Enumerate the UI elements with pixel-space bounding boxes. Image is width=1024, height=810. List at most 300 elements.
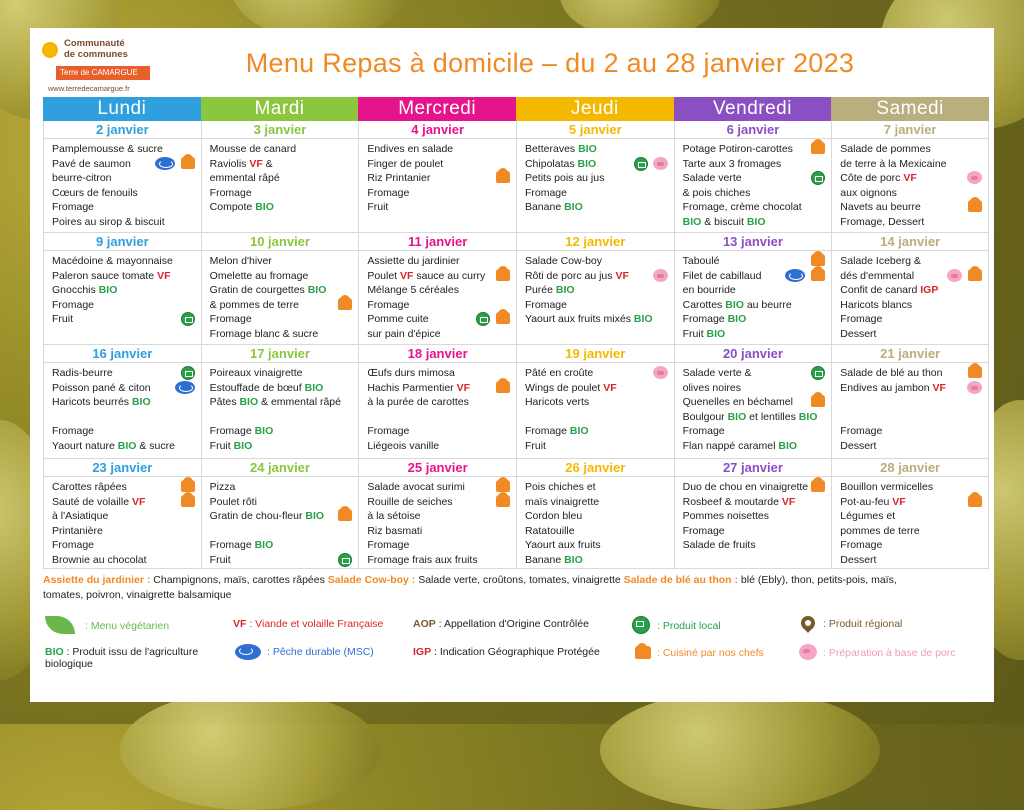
chef-icon bbox=[811, 269, 825, 281]
item-text: Riz basmati bbox=[367, 524, 423, 537]
menu-item bbox=[683, 524, 826, 539]
menu-item bbox=[525, 395, 668, 410]
item-text: et lentilles bbox=[746, 410, 799, 423]
bio-tag: BIO bbox=[131, 396, 151, 409]
day-header-jeudi: Jeudi bbox=[516, 97, 674, 121]
item-text: Salade de pommes bbox=[840, 143, 931, 155]
day-date: 3 janvier bbox=[202, 121, 359, 139]
chef-icon bbox=[338, 298, 352, 310]
bio-tag: BIO bbox=[569, 425, 589, 438]
item-text: Wings de poulet bbox=[524, 381, 604, 394]
menu-item bbox=[367, 269, 510, 284]
menu-item bbox=[367, 366, 510, 381]
menu-item bbox=[52, 439, 195, 454]
menu-items bbox=[202, 363, 359, 454]
menu-item bbox=[683, 410, 826, 425]
menu-items bbox=[359, 251, 516, 342]
item-text: Rôti de porc au jus bbox=[524, 269, 616, 282]
menu-item bbox=[840, 439, 982, 454]
menu-item bbox=[367, 157, 510, 172]
menu-item bbox=[683, 381, 826, 396]
item-text: Dessert bbox=[840, 553, 877, 566]
menu-items bbox=[517, 363, 674, 454]
msc-icon bbox=[175, 381, 195, 394]
recipe-text: Salade verte, croûtons, tomates, vinaigrette bbox=[415, 574, 624, 586]
item-text: maïs vinaigrette bbox=[524, 495, 600, 508]
menu-item bbox=[52, 298, 195, 313]
item-text: Haricots beurrés bbox=[52, 396, 132, 409]
day-date: 5 janvier bbox=[517, 121, 674, 139]
item-text: Pavé de saumon bbox=[52, 157, 131, 170]
menu-item bbox=[840, 495, 982, 510]
menu-item bbox=[52, 480, 195, 495]
legend-vegetarien: : Menu végétarien bbox=[85, 620, 170, 632]
item-text: Flan nappé caramel bbox=[682, 439, 779, 452]
chef-icon bbox=[635, 646, 651, 659]
local-icon bbox=[634, 157, 648, 171]
day-date: 14 janvier bbox=[832, 233, 988, 251]
menu-sheet bbox=[30, 28, 994, 702]
menu-item bbox=[683, 480, 826, 495]
menu-items bbox=[202, 477, 359, 568]
menu-items bbox=[202, 139, 359, 215]
vf-tag: VF bbox=[233, 618, 247, 630]
menu-item bbox=[683, 395, 826, 410]
menu-item bbox=[367, 327, 510, 342]
leaf-icon bbox=[45, 616, 75, 634]
day-date: 26 janvier bbox=[517, 459, 674, 477]
menu-item bbox=[840, 171, 982, 186]
menu-item bbox=[210, 424, 353, 439]
item-text: Poires au sirop & biscuit bbox=[52, 215, 165, 228]
igp-tag: IGP bbox=[413, 646, 432, 658]
menu-item bbox=[367, 439, 510, 454]
vf-tag: VF bbox=[456, 381, 471, 394]
day-cell bbox=[358, 459, 516, 569]
menu-item bbox=[683, 366, 826, 381]
vf-tag: VF bbox=[615, 269, 629, 282]
item-text: Macédoine & mayonnaise bbox=[52, 255, 173, 267]
item-text: dés d'emmental bbox=[840, 269, 915, 282]
bio-tag: BIO bbox=[304, 381, 324, 394]
day-date: 17 janvier bbox=[202, 345, 359, 363]
menu-item bbox=[840, 553, 982, 568]
item-text: Fromage bbox=[52, 539, 95, 552]
item-text: Quenelles en béchamel bbox=[682, 396, 793, 409]
item-text: Salade verte bbox=[682, 172, 742, 185]
menu-item bbox=[367, 298, 510, 313]
menu-item bbox=[683, 509, 826, 524]
day-header-mercredi: Mercredi bbox=[358, 97, 516, 121]
item-text: Melon d'hiver bbox=[209, 255, 272, 267]
item-text: Fromage bbox=[52, 298, 95, 311]
item-text: Potage Potiron-carottes bbox=[682, 143, 793, 155]
bio-tag: BIO bbox=[255, 201, 274, 214]
logo-line2: de communes bbox=[64, 49, 128, 60]
day-cell bbox=[831, 121, 989, 233]
menu-items bbox=[675, 363, 832, 454]
day-date: 16 janvier bbox=[44, 345, 201, 363]
item-text: Gratin de chou-fleur bbox=[209, 510, 306, 523]
legend-aop bbox=[413, 618, 589, 630]
day-cell bbox=[831, 459, 989, 569]
item-text: Liégeois vanille bbox=[367, 439, 440, 452]
item-text: Fromage bbox=[682, 425, 725, 438]
day-date: 27 janvier bbox=[675, 459, 832, 477]
item-text: de terre à la Mexicaine bbox=[840, 157, 947, 170]
day-date: 21 janvier bbox=[832, 345, 988, 363]
chef-icon bbox=[811, 254, 825, 266]
menu-item bbox=[52, 538, 195, 553]
bio-tag: BIO bbox=[564, 201, 583, 214]
menu-item bbox=[840, 312, 982, 327]
vf-tag: VF bbox=[892, 495, 906, 508]
item-text: Omelette au fromage bbox=[209, 269, 309, 282]
bio-tag: BIO bbox=[254, 425, 274, 438]
chef-icon bbox=[811, 480, 825, 492]
item-text: Fromage bbox=[840, 425, 883, 438]
chef-icon bbox=[496, 269, 510, 281]
menu-item bbox=[525, 410, 668, 425]
chef-icon bbox=[496, 381, 510, 393]
menu-item bbox=[525, 312, 668, 327]
menu-item bbox=[210, 395, 353, 410]
day-cell bbox=[516, 233, 674, 345]
item-text: Dessert bbox=[840, 327, 877, 340]
menu-item bbox=[840, 157, 982, 172]
local-icon bbox=[632, 616, 650, 634]
menu-item bbox=[210, 142, 353, 157]
day-date: 7 janvier bbox=[832, 121, 988, 139]
vf-tag: VF bbox=[781, 495, 796, 508]
day-cell bbox=[674, 233, 832, 345]
item-text: Pomme cuite bbox=[367, 313, 429, 326]
day-cell bbox=[43, 459, 201, 569]
menu-item bbox=[840, 381, 982, 396]
menu-item bbox=[52, 269, 195, 284]
item-text: Endives au jambon bbox=[840, 381, 933, 394]
item-text: Poisson pané & citon bbox=[52, 381, 151, 394]
menu-item bbox=[683, 157, 826, 172]
menu-item bbox=[683, 283, 826, 298]
bio-tag: BIO bbox=[305, 510, 325, 523]
item-text: Rosbeef & moutarde bbox=[682, 495, 782, 508]
menu-item bbox=[367, 186, 510, 201]
item-text: Fromage bbox=[52, 425, 95, 438]
item-text: Yaourt aux fruits mixés bbox=[524, 313, 634, 326]
day-date: 2 janvier bbox=[44, 121, 201, 139]
pig-icon bbox=[799, 644, 817, 660]
item-text: & biscuit bbox=[701, 215, 747, 228]
menu-item bbox=[525, 283, 668, 298]
recipe-name: Salade de blé au thon : bbox=[623, 574, 739, 586]
bio-tag: BIO bbox=[254, 539, 274, 552]
pig-icon bbox=[947, 269, 962, 282]
menu-item bbox=[840, 327, 982, 342]
menu-item bbox=[840, 509, 982, 524]
menu-item bbox=[367, 410, 510, 425]
item-text: Salade de fruits bbox=[682, 539, 756, 552]
recipes-notes bbox=[43, 573, 989, 603]
menu-item bbox=[210, 283, 353, 298]
menu-item bbox=[683, 312, 826, 327]
menu-items bbox=[517, 477, 674, 568]
day-cell bbox=[43, 233, 201, 345]
menu-item bbox=[525, 424, 668, 439]
menu-item bbox=[52, 186, 195, 201]
day-date: 19 janvier bbox=[517, 345, 674, 363]
day-header-samedi: Samedi bbox=[831, 97, 989, 121]
pin-icon bbox=[798, 613, 818, 633]
menu-item bbox=[840, 186, 982, 201]
menu-item bbox=[683, 538, 826, 553]
day-date: 23 janvier bbox=[44, 459, 201, 477]
pig-icon bbox=[653, 157, 668, 170]
item-text: pommes de terre bbox=[840, 524, 920, 537]
bio-tag: BIO bbox=[239, 396, 259, 409]
item-text: Fromage bbox=[209, 425, 255, 438]
bio-tag: BIO bbox=[117, 439, 137, 452]
item-text: sur pain d'épice bbox=[367, 327, 441, 340]
item-text: Filet de cabillaud bbox=[682, 269, 762, 282]
item-text: Raviolis bbox=[209, 157, 250, 170]
vf-tag: VF bbox=[131, 495, 146, 508]
menu-item bbox=[367, 495, 510, 510]
chef-icon bbox=[496, 171, 510, 183]
menu-item bbox=[52, 142, 195, 157]
chef-icon bbox=[181, 480, 195, 492]
menu-item bbox=[525, 366, 668, 381]
item-text: Poireaux vinaigrette bbox=[209, 367, 303, 379]
menu-item bbox=[367, 395, 510, 410]
item-text: Fromage bbox=[840, 313, 883, 326]
item-text: Paleron sauce tomate bbox=[52, 269, 158, 282]
menu-item bbox=[367, 381, 510, 396]
day-cell bbox=[516, 121, 674, 233]
menu-item bbox=[210, 439, 353, 454]
legend-bio bbox=[45, 646, 198, 670]
item-text: à la purée de carottes bbox=[367, 396, 469, 409]
item-text: Salade Cow-boy bbox=[524, 255, 603, 267]
menu-item bbox=[683, 439, 826, 454]
menu-item bbox=[525, 254, 668, 269]
chef-icon bbox=[968, 495, 982, 507]
item-text: Bouillon vermicelles bbox=[840, 481, 934, 493]
item-text: Banane bbox=[524, 201, 565, 214]
bio-tag: BIO bbox=[725, 298, 744, 311]
menu-item bbox=[683, 215, 826, 230]
menu-item bbox=[210, 495, 353, 510]
menu-item bbox=[525, 381, 668, 396]
menu-item bbox=[210, 186, 353, 201]
igp-tag: IGP bbox=[920, 284, 939, 297]
menu-item bbox=[683, 327, 826, 342]
recipe-text: Champignons, maïs, carottes râpées bbox=[150, 574, 328, 586]
logo-line1: Communauté bbox=[64, 38, 125, 49]
menu-item bbox=[840, 215, 982, 230]
msc-icon bbox=[235, 644, 261, 660]
chef-icon bbox=[181, 157, 195, 169]
day-date: 24 janvier bbox=[202, 459, 359, 477]
bio-tag: BIO bbox=[555, 284, 575, 297]
item-text: aux oignons bbox=[840, 186, 897, 199]
logo bbox=[38, 36, 178, 98]
menu-item bbox=[52, 312, 195, 327]
menu-item bbox=[210, 366, 353, 381]
item-text: Dessert bbox=[840, 439, 877, 452]
item-text: Œufs durs mimosa bbox=[367, 367, 455, 379]
day-date: 28 janvier bbox=[832, 459, 988, 477]
item-text: emmental râpé bbox=[209, 172, 280, 185]
logo-band: Terre de CAMARGUE bbox=[56, 66, 150, 80]
vf-tag: VF bbox=[903, 172, 917, 185]
menu-item bbox=[525, 186, 668, 201]
menu-item bbox=[840, 200, 982, 215]
day-date: 9 janvier bbox=[44, 233, 201, 251]
item-text: Pommes noisettes bbox=[682, 510, 769, 523]
day-cell bbox=[831, 233, 989, 345]
sun-icon bbox=[42, 42, 58, 58]
legend-msc: : Pêche durable (MSC) bbox=[267, 646, 374, 658]
item-text: au beurre bbox=[743, 298, 792, 311]
item-text: Fromage frais aux fruits bbox=[367, 553, 478, 566]
day-cell bbox=[201, 459, 359, 569]
item-text: Gnocchis bbox=[52, 284, 99, 297]
menu-item bbox=[52, 424, 195, 439]
day-date: 25 janvier bbox=[359, 459, 516, 477]
item-text: Riz Printanier bbox=[367, 172, 431, 185]
menu-item bbox=[525, 171, 668, 186]
menu-item bbox=[52, 366, 195, 381]
recipe-text: tomates, poivron, vinaigrette balsamique bbox=[43, 589, 232, 601]
item-text: Fruit bbox=[367, 201, 389, 214]
menu-item bbox=[683, 200, 826, 215]
menu-item bbox=[52, 215, 195, 230]
item-text: Pâté en croûte bbox=[524, 367, 594, 379]
item-text: Sauté de volaille bbox=[52, 495, 132, 508]
item-text: Radis-beurre bbox=[52, 367, 113, 379]
item-text: Fromage bbox=[367, 539, 410, 552]
item-text: Navets au beurre bbox=[840, 201, 921, 214]
bio-tag: BIO bbox=[45, 646, 64, 658]
menu-item bbox=[525, 480, 668, 495]
item-text: Fromage, crème chocolat bbox=[682, 201, 802, 214]
menu-item bbox=[367, 538, 510, 553]
chef-icon bbox=[338, 509, 352, 521]
menu-item bbox=[210, 524, 353, 539]
logo-url[interactable]: www.terredecamargue.fr bbox=[48, 84, 130, 93]
item-text: Fromage bbox=[524, 425, 570, 438]
pig-icon bbox=[653, 269, 668, 282]
item-text: Haricots blancs bbox=[840, 298, 913, 311]
item-text: Carottes bbox=[682, 298, 726, 311]
day-date: 11 janvier bbox=[359, 233, 516, 251]
menu-item bbox=[210, 480, 353, 495]
menu-item bbox=[210, 254, 353, 269]
menu-item bbox=[840, 480, 982, 495]
menu-item bbox=[840, 410, 982, 425]
day-cell bbox=[43, 345, 201, 459]
day-date: 18 janvier bbox=[359, 345, 516, 363]
item-text: Endives en salade bbox=[367, 143, 454, 155]
day-cell bbox=[358, 233, 516, 345]
item-text: Purée bbox=[524, 284, 556, 297]
item-text: Pizza bbox=[209, 481, 236, 493]
legend-local: : Produit local bbox=[657, 620, 721, 632]
menu-item bbox=[840, 538, 982, 553]
menu-item bbox=[367, 283, 510, 298]
day-date: 4 janvier bbox=[359, 121, 516, 139]
menu-items bbox=[359, 139, 516, 215]
item-text: Fromage bbox=[840, 539, 883, 552]
aop-tag: AOP bbox=[413, 618, 436, 630]
day-cell bbox=[43, 121, 201, 233]
item-text: Estouffade de bœuf bbox=[209, 381, 305, 394]
item-text: Côte de porc bbox=[840, 172, 904, 185]
menu-item bbox=[525, 538, 668, 553]
item-text: Cœurs de fenouils bbox=[52, 186, 138, 199]
chef-icon bbox=[496, 480, 510, 492]
menu-items bbox=[832, 477, 988, 568]
bio-tag: BIO bbox=[577, 157, 597, 170]
bio-tag: BIO bbox=[727, 313, 747, 326]
menu-item bbox=[210, 171, 353, 186]
menu-items bbox=[832, 251, 988, 342]
day-cell bbox=[674, 345, 832, 459]
chef-icon bbox=[181, 495, 195, 507]
day-cell bbox=[516, 345, 674, 459]
item-text: Fromage bbox=[682, 524, 725, 537]
item-text: Haricots verts bbox=[524, 396, 590, 409]
item-text: Banane bbox=[524, 553, 565, 566]
item-text: à la sétoise bbox=[367, 510, 421, 523]
menu-item bbox=[210, 312, 353, 327]
menu-items bbox=[44, 363, 201, 454]
item-text: Pâtes bbox=[209, 396, 240, 409]
item-text: Betteraves bbox=[524, 143, 579, 155]
day-header-mardi: Mardi bbox=[201, 97, 359, 121]
item-text: Gratin de courgettes bbox=[209, 284, 308, 297]
item-text: en bourride bbox=[682, 284, 736, 297]
item-text: Salade avocat surimi bbox=[367, 481, 465, 493]
menu-items bbox=[832, 139, 988, 230]
menu-item bbox=[525, 524, 668, 539]
item-text: sauce au curry bbox=[413, 269, 486, 282]
day-date: 10 janvier bbox=[202, 233, 359, 251]
menu-item bbox=[683, 171, 826, 186]
menu-items bbox=[675, 251, 832, 342]
menu-item bbox=[840, 395, 982, 410]
menu-item bbox=[52, 395, 195, 410]
menu-item bbox=[840, 524, 982, 539]
bio-tag: BIO bbox=[746, 215, 766, 228]
item-text: à l'Asiatique bbox=[52, 510, 109, 523]
menu-items bbox=[44, 251, 201, 327]
menu-item bbox=[210, 410, 353, 425]
vf-tag: VF bbox=[932, 381, 946, 394]
bio-text2: biologique bbox=[45, 658, 93, 670]
menu-item bbox=[210, 553, 353, 568]
aop-text: : Appellation d'Origine Contrôlée bbox=[435, 618, 589, 630]
item-text: Confit de canard bbox=[840, 284, 921, 297]
day-cell bbox=[516, 459, 674, 569]
menu-item bbox=[525, 142, 668, 157]
item-text: Finger de poulet bbox=[367, 157, 444, 170]
menu-item bbox=[367, 254, 510, 269]
menu-item bbox=[210, 298, 353, 313]
menu-item bbox=[840, 283, 982, 298]
menu-item bbox=[525, 439, 668, 454]
